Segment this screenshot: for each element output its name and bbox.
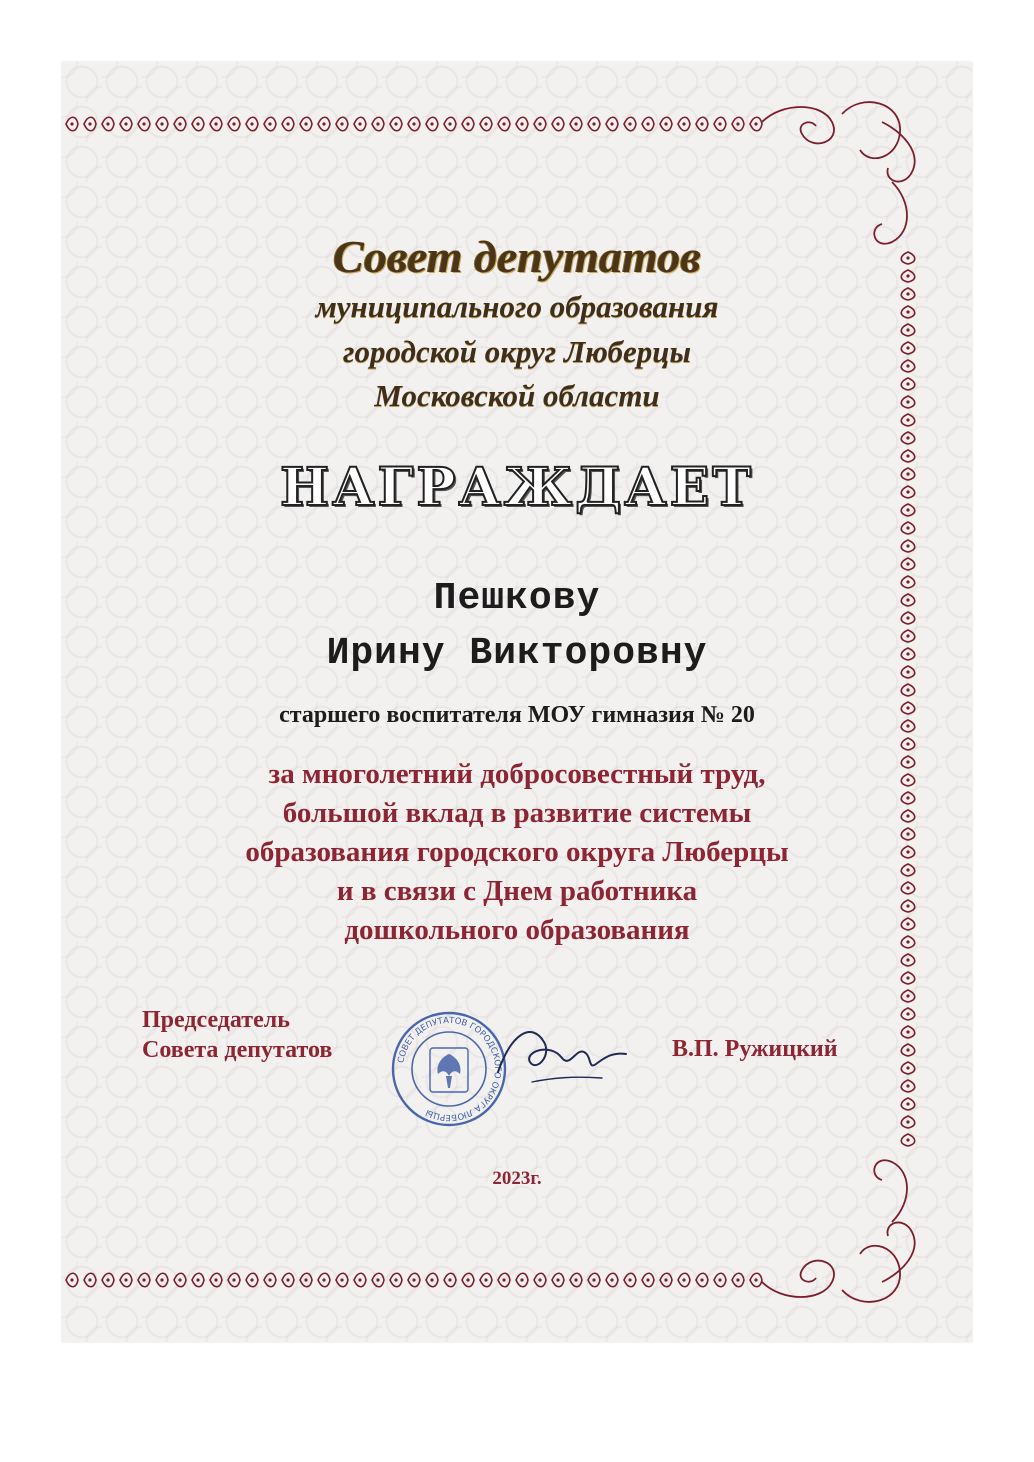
- org-title: Совет депутатов: [333, 231, 701, 282]
- recipient-name: Ирину Викторовну: [326, 632, 708, 675]
- signatory-name: В.П. Ружицкий: [672, 1036, 838, 1062]
- award-reason-line: за многолетний добросовестный труд,: [268, 758, 766, 790]
- recipient-surname: Пешкову: [433, 577, 601, 620]
- seal-text: СОВЕТ ДЕПУТАТОВ ГОРОДСКОГО ОКРУГА ЛЮБЕРЦЫ: [396, 1015, 503, 1123]
- recipient-position: старшего воспитателя МОУ гимназия № 20: [279, 702, 755, 728]
- signatory-title: Совета депутатов: [142, 1037, 333, 1063]
- official-seal-icon: [390, 1010, 508, 1128]
- award-reason-line: дошкольного образования: [344, 914, 690, 946]
- award-reason-line: и в связи с Днем работника: [336, 875, 698, 907]
- handwritten-signature: [492, 1012, 632, 1102]
- org-line: муниципального образования: [315, 289, 719, 324]
- signatory-title: Председатель: [142, 1007, 290, 1033]
- award-reason-line: образования городского округа Люберцы: [245, 836, 789, 868]
- certificate-year: 2023г.: [492, 1168, 542, 1189]
- award-reason-line: большой вклад в развитие системы: [282, 797, 752, 829]
- awards-heading: НАГРАЖДАЕТ: [280, 457, 754, 518]
- org-line: городской округ Люберцы: [343, 334, 691, 369]
- certificate-sheet: [62, 62, 972, 1342]
- org-line: Московской области: [374, 378, 660, 413]
